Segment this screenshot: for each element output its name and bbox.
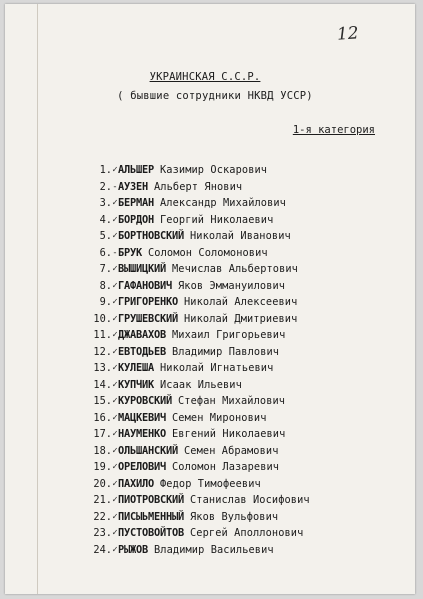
check-mark-icon: ✓ — [112, 231, 118, 242]
list-item-given-names: Николай Иванович — [190, 230, 291, 243]
list-item — [88, 195, 310, 212]
list-item — [88, 476, 310, 493]
check-mark-icon: ✓ — [112, 346, 118, 357]
list-item-number: 11. — [93, 329, 112, 342]
list-item-surname: ЕВТОДЬЕВ — [118, 345, 166, 358]
check-mark-icon: ✓ — [112, 528, 118, 539]
list-item-surname: МАЦКЕВИЧ — [118, 411, 166, 424]
list-item — [88, 228, 310, 245]
list-item-number: 23. — [93, 527, 112, 540]
list-item-number: 17. — [93, 428, 112, 441]
list-item — [88, 360, 310, 377]
list-item-number: 10. — [93, 312, 112, 325]
list-item — [88, 426, 310, 443]
list-item-surname: ВЫШИЦКИЙ — [118, 263, 166, 276]
list-item-given-names: Станислав Иосифович — [190, 494, 310, 507]
list-item — [88, 509, 310, 526]
list-item-number: 12. — [93, 345, 112, 358]
list-item-number: 22. — [93, 510, 112, 523]
check-mark-icon: - — [112, 181, 118, 192]
check-mark-icon: ✓ — [112, 379, 118, 390]
list-item-surname: ПИСЫЬМЕННЫЙ — [118, 510, 184, 523]
page-number: 12 — [336, 23, 360, 45]
list-item-surname: БОРТНОВСКИЙ — [118, 230, 184, 243]
check-mark-icon: ✓ — [112, 165, 118, 176]
list-item-surname: АУЗЕН — [118, 180, 148, 193]
list-item-number: 21. — [93, 494, 112, 507]
list-item-given-names: Сергей Аполлонович — [190, 527, 304, 540]
list-item-surname: АЛЬШЕР — [118, 164, 154, 177]
list-item-surname: БРУК — [118, 246, 142, 259]
check-mark-icon: - — [112, 247, 118, 258]
check-mark-icon: ✓ — [112, 280, 118, 291]
list-item — [88, 525, 310, 542]
list-item-given-names: Федор Тимофеевич — [160, 477, 261, 490]
list-item-given-names: Альберт Янович — [154, 180, 243, 193]
check-mark-icon: ✓ — [112, 495, 118, 506]
list-item-given-names: Яков Вульфович — [190, 510, 279, 523]
check-mark-icon: ✓ — [112, 429, 118, 440]
check-mark-icon: ✓ — [112, 363, 118, 374]
check-mark-icon: ✓ — [112, 214, 118, 225]
list-item-number: 24. — [93, 543, 112, 556]
list-item-surname: КУЛЕША — [118, 362, 154, 375]
list-item-number: 15. — [93, 395, 112, 408]
list-item-surname: НАУМЕНКО — [118, 428, 166, 441]
list-item-given-names: Евгений Николаевич — [172, 428, 286, 441]
list-item — [88, 311, 310, 328]
check-mark-icon: ✓ — [112, 313, 118, 324]
list-item-given-names: Георгий Николаевич — [160, 213, 274, 226]
list-item — [88, 212, 310, 229]
list-item-given-names: Владимир Павлович — [172, 345, 280, 358]
list-item-given-names: Николай Игнатьевич — [160, 362, 274, 375]
list-item-given-names: Николай Дмитриевич — [184, 312, 298, 325]
check-mark-icon: ✓ — [112, 445, 118, 456]
list-item-surname: РЫЖОВ — [118, 543, 148, 556]
list-item-surname: БОРДОН — [118, 213, 154, 226]
list-item-number: 7. — [99, 263, 112, 276]
list-item-given-names: Соломон Соломонович — [148, 246, 268, 259]
list-item-number: 20. — [93, 477, 112, 490]
list-item-given-names: Владимир Васильевич — [154, 543, 274, 556]
list-item-number: 6. — [99, 246, 112, 259]
list-item-number: 3. — [99, 197, 112, 210]
list-item-number: 16. — [93, 411, 112, 424]
list-item-surname: ПИОТРОВСКИЙ — [118, 494, 184, 507]
list-item-given-names: Исаак Ильевич — [160, 378, 242, 391]
list-item-surname: КУПЧИК — [118, 378, 154, 391]
list-item-surname: ПУСТОВОЙТОВ — [118, 527, 184, 540]
list-item — [88, 492, 310, 509]
list-item-surname: ДЖАВАХОВ — [118, 329, 166, 342]
list-item — [88, 393, 310, 410]
list-item-number: 19. — [93, 461, 112, 474]
list-item — [88, 245, 310, 262]
list-item — [88, 162, 310, 179]
list-item-given-names: Семен Миронович — [172, 411, 267, 424]
list-item-number: 4. — [99, 213, 112, 226]
document-title — [5, 71, 410, 83]
list-item-number: 9. — [99, 296, 112, 309]
list-item-number: 5. — [99, 230, 112, 243]
list-item — [88, 294, 310, 311]
document-title-text: УКРАИНСКАЯ С.С.Р. — [149, 71, 261, 83]
list-item-number: 18. — [93, 444, 112, 457]
list-item-given-names: Яков Эммануилович — [178, 279, 286, 292]
check-mark-icon: ✓ — [112, 462, 118, 473]
list-item — [88, 179, 310, 196]
check-mark-icon: ✓ — [112, 396, 118, 407]
check-mark-icon: ✓ — [112, 478, 118, 489]
document-subtitle: ( бывшие сотрудники НКВД УССР) — [117, 90, 313, 102]
list-item-number: 1. — [99, 164, 112, 177]
category-label: 1-я категория — [292, 124, 375, 136]
list-item — [88, 459, 310, 476]
list-item-given-names: Стефан Михайлович — [178, 395, 286, 408]
list-item — [88, 327, 310, 344]
list-item-given-names: Казимир Оскарович — [160, 164, 268, 177]
people-list — [88, 162, 310, 558]
check-mark-icon: ✓ — [112, 412, 118, 423]
list-item — [88, 278, 310, 295]
list-item-surname: ОЛЬШАНСКИЙ — [118, 444, 178, 457]
list-item — [88, 344, 310, 361]
list-item-surname: ГРУШЕВСКИЙ — [118, 312, 178, 325]
check-mark-icon: ✓ — [112, 330, 118, 341]
list-item-surname: БЕРМАН — [118, 197, 154, 210]
list-item-given-names: Александр Михайлович — [160, 197, 286, 210]
list-item — [88, 443, 310, 460]
check-mark-icon: ✓ — [112, 264, 118, 275]
list-item-number: 13. — [93, 362, 112, 375]
list-item-surname: ГРИГОРЕНКО — [118, 296, 178, 309]
list-item — [88, 261, 310, 278]
list-item-surname: ПАХИЛО — [118, 477, 154, 490]
list-item-given-names: Соломон Лазаревич — [172, 461, 280, 474]
list-item-given-names: Мечислав Альбертович — [172, 263, 298, 276]
list-item — [88, 542, 310, 559]
list-item-number: 8. — [99, 279, 112, 292]
list-item-number: 2. — [99, 180, 112, 193]
check-mark-icon: ✓ — [112, 544, 118, 555]
list-item-given-names: Михаил Григорьевич — [172, 329, 286, 342]
check-mark-icon: ✓ — [112, 297, 118, 308]
document-page — [5, 4, 415, 594]
list-item — [88, 377, 310, 394]
list-item-given-names: Семен Абрамович — [184, 444, 279, 457]
list-item-surname: ГАФАНОВИЧ — [118, 279, 172, 292]
check-mark-icon: ✓ — [112, 511, 118, 522]
list-item-given-names: Николай Алексеевич — [184, 296, 298, 309]
list-item — [88, 410, 310, 427]
list-item-surname: ОРЕЛОВИЧ — [118, 461, 166, 474]
list-item-surname: КУРОВСКИЙ — [118, 395, 172, 408]
check-mark-icon: ✓ — [112, 198, 118, 209]
list-item-number: 14. — [93, 378, 112, 391]
